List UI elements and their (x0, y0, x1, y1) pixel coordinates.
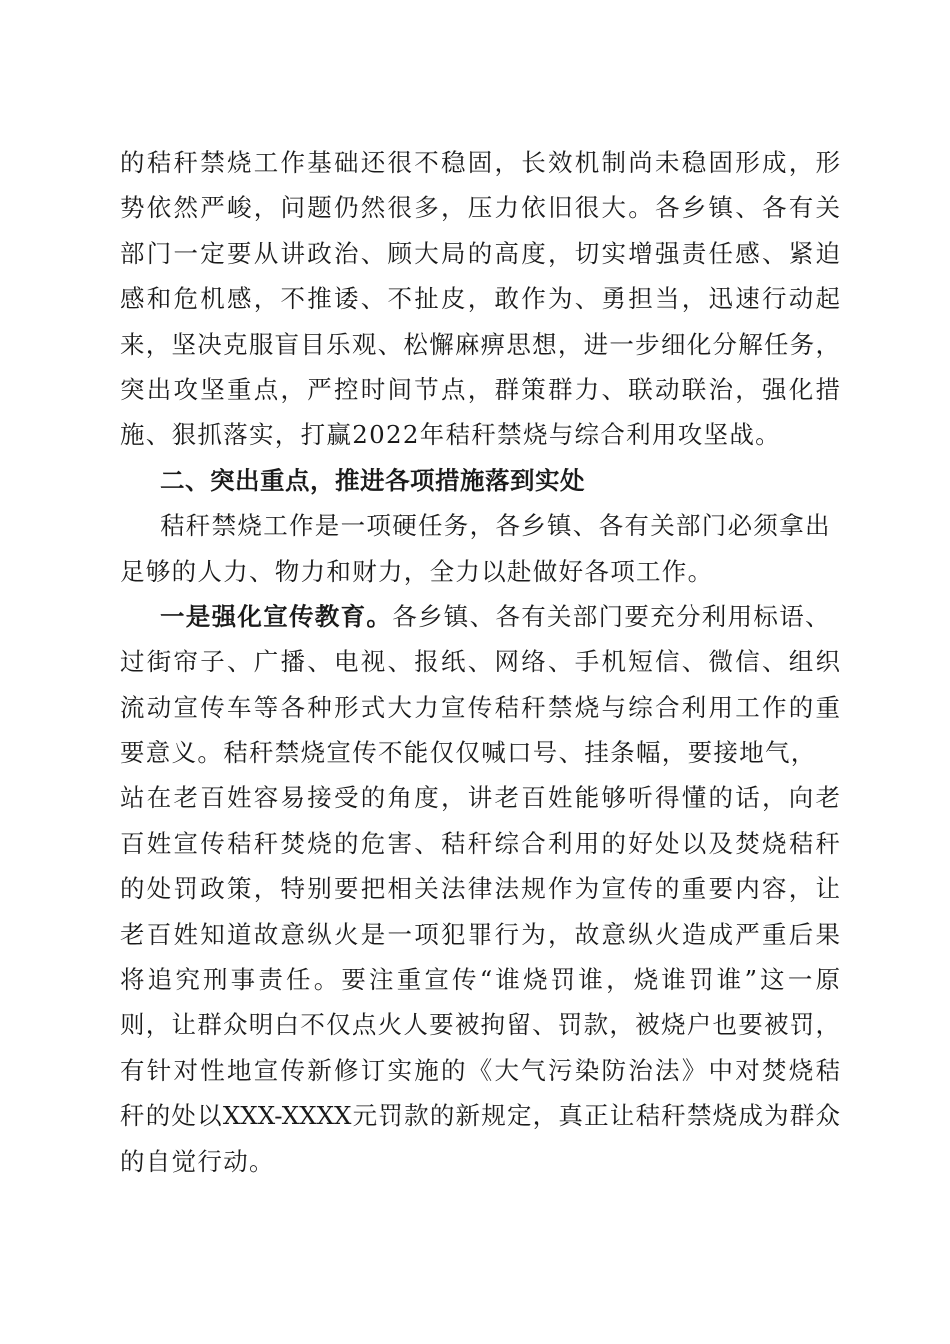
paragraph-lead: 一是强化宣传教育。 (160, 601, 393, 631)
document-body (120, 140, 840, 1184)
paragraph-text: 各乡镇、各有关部门要充分利用标语、 (392, 601, 831, 631)
text-line: 秸秆禁烧工作是一项硬任务，各乡镇、各有关部门必须拿出 (160, 511, 831, 541)
text-line: 的自觉行动。 (120, 1146, 275, 1176)
text-line: 站在老百姓容易接受的角度，讲老百姓能够听得懂的话，向老 (120, 783, 840, 813)
text-line: 的处罚政策，特别要把相关法律法规作为宣传的重要内容，让 (120, 874, 840, 904)
text-line: 来，坚决克服盲目乐观、松懈麻痹思想，进一步细化分解任务， (120, 329, 840, 359)
text-line: 有针对性地宣传新修订实施的《大气污染防治法》中对焚烧秸 (120, 1055, 840, 1085)
section-heading: 二、突出重点，推进各项措施落到实处 (160, 465, 585, 495)
text-line: 突出攻坚重点，严控时间节点，群策群力、联动联治，强化措 (120, 374, 840, 404)
text-line: 则，让群众明白不仅点火人要被拘留、罚款，被烧户也要被罚， (120, 1010, 840, 1040)
text-line: 将追究刑事责任。要注重宣传“谁烧罚谁，烧谁罚谁”这一原 (120, 965, 840, 995)
text-line: 过街帘子、广播、电视、报纸、网络、手机短信、微信、组织 (120, 647, 840, 677)
text-line: 秆的处以XXX-XXXX元罚款的新规定，真正让秸秆禁烧成为群众 (120, 1101, 840, 1131)
text-line: 流动宣传车等各种形式大力宣传秸秆禁烧与综合利用工作的重 (120, 692, 840, 722)
text-line: 百姓宣传秸秆焚烧的危害、秸秆综合利用的好处以及焚烧秸秆 (120, 828, 840, 858)
text-line: 施、狠抓落实，打赢2022年秸秆禁烧与综合利用攻坚战。 (120, 420, 781, 450)
text-line: 要意义。秸秆禁烧宣传不能仅仅喊口号、挂条幅，要接地气， (120, 738, 817, 768)
text-line: 感和危机感，不推诿、不扯皮，敢作为、勇担当，迅速行动起 (120, 284, 840, 314)
text-line (120, 594, 840, 639)
text-line: 老百姓知道故意纵火是一项犯罪行为，故意纵火造成严重后果 (120, 919, 840, 949)
text-line: 部门一定要从讲政治、顾大局的高度，切实增强责任感、紧迫 (120, 238, 840, 268)
text-line: 的秸秆禁烧工作基础还很不稳固，长效机制尚未稳固形成，形 (120, 148, 840, 177)
text-line: 足够的人力、物力和财力，全力以赴做好各项工作。 (120, 556, 714, 586)
text-line: 势依然严峻，问题仍然很多，压力依旧很大。各乡镇、各有关 (120, 193, 840, 223)
